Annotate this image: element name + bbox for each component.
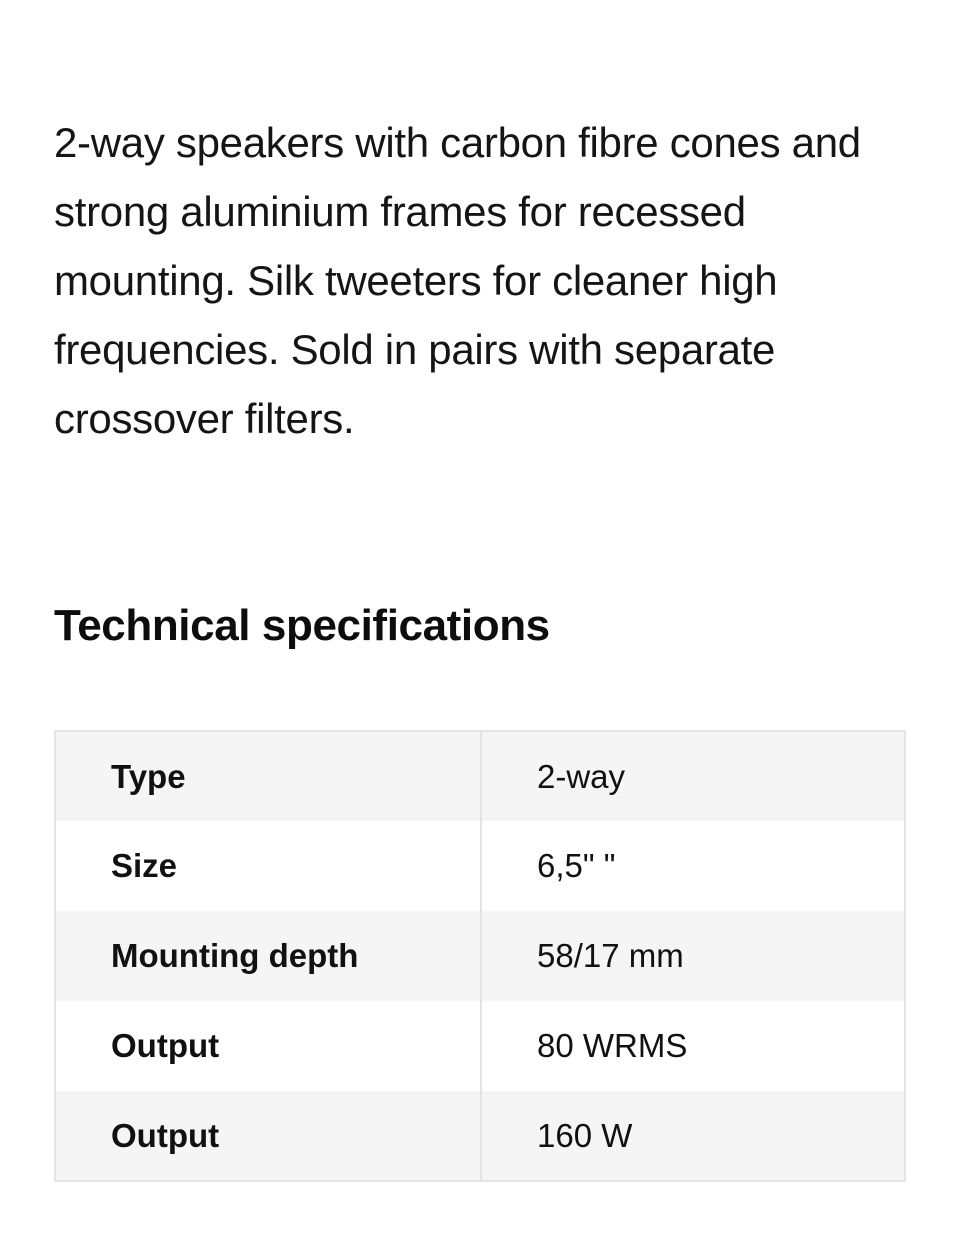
spec-label: Mounting depth: [55, 911, 481, 1001]
spec-value: 6,5" ": [481, 821, 905, 911]
table-row: [55, 821, 905, 911]
spec-value: 80 WRMS: [481, 1001, 905, 1091]
table-row: [55, 731, 905, 821]
table-row: [55, 1001, 905, 1091]
spec-label: Type: [55, 731, 481, 821]
spec-label: Output: [55, 1001, 481, 1091]
spec-value: 160 W: [481, 1091, 905, 1181]
spec-label: Size: [55, 821, 481, 911]
product-description: 2-way speakers with carbon fibre cones and strong aluminium frames for recessed mounting. Silk tweeters for cleaner high frequencies. Sold in pairs with separate crossover filters.: [54, 119, 861, 442]
spec-value: 58/17 mm: [481, 911, 905, 1001]
table-row: [55, 911, 905, 1001]
specs-heading: Technical specifications: [54, 601, 550, 650]
spec-label: Output: [55, 1091, 481, 1181]
spec-value: 2-way: [481, 731, 905, 821]
specs-table: [54, 730, 906, 1182]
table-row: [55, 1091, 905, 1181]
